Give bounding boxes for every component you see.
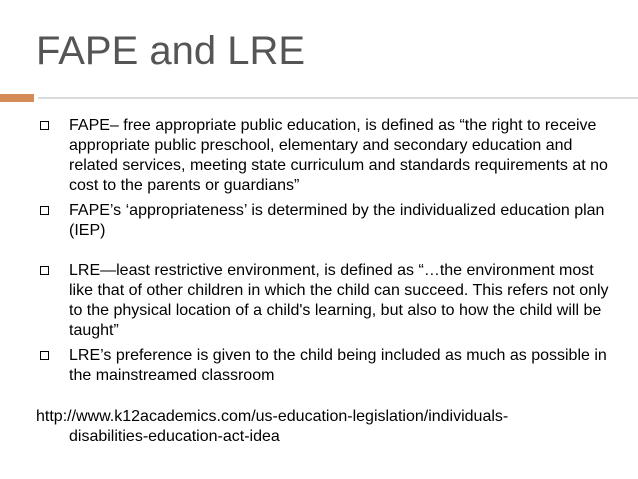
bullet-text: LRE—least restrictive environment, is defined as “…the environment most like that of other children in which the child can succeed. This refers not only to the physical location of a child's learning, but also to how the child will be taught” xyxy=(69,262,609,339)
title-rule-accent xyxy=(0,94,34,102)
slide-body xyxy=(0,116,638,447)
slide-title: FAPE and LRE xyxy=(36,29,306,73)
bullet-text: FAPE– free appropriate public education, is defined as “the right to receive appropriate public preschool, elementary and secondary education and related services, meeting state curriculum and standards requirements at no cost to the parents or guardians” xyxy=(69,117,608,194)
square-bullet-icon xyxy=(40,206,49,215)
bullet-item-lre-preference xyxy=(0,346,609,386)
bullet-item-lre-definition xyxy=(0,261,609,341)
bullet-text: LRE’s preference is given to the child being included as much as possible in the mainstreamed classroom xyxy=(69,347,607,384)
square-bullet-icon xyxy=(40,351,49,360)
square-bullet-icon xyxy=(40,266,49,275)
source-url-line2[interactable]: disabilities-education-act-idea xyxy=(69,428,280,445)
bullet-item-fape-definition xyxy=(0,116,609,196)
source-url[interactable] xyxy=(36,407,596,447)
title-rule-line xyxy=(38,97,638,99)
bullet-text: FAPE’s ‘appropriateness’ is determined by the individualized education plan (IEP) xyxy=(69,202,605,239)
source-url-line1[interactable]: http://www.k12academics.com/us-education-legislation/individuals- xyxy=(36,408,509,425)
bullet-item-fape-appropriateness xyxy=(0,201,609,241)
square-bullet-icon xyxy=(40,121,49,130)
